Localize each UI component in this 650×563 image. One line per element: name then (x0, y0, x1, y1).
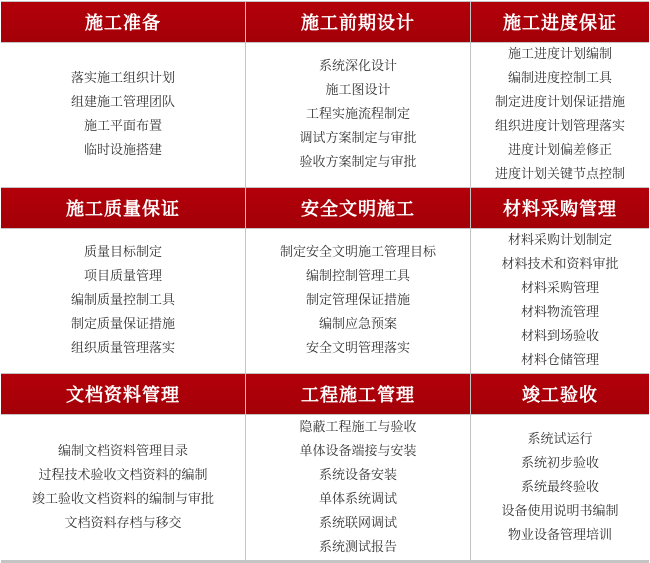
list-item: 施工图设计 (325, 83, 391, 98)
section-header-construction-prep: 施工准备 (1, 2, 245, 42)
section-header-schedule-assurance: 施工进度保证 (471, 2, 649, 42)
list-item: 系统深化设计 (318, 59, 397, 74)
list-item: 系统联网调试 (318, 515, 397, 531)
list-item: 临时设施搭建 (83, 143, 162, 158)
list-item: 物业设备管理培训 (507, 527, 612, 543)
list-item: 编制进度控制工具 (507, 71, 612, 86)
list-item: 系统试运行 (527, 431, 593, 447)
list-item: 编制控制管理工具 (305, 269, 410, 284)
list-item: 组织质量管理落实 (70, 341, 175, 356)
list-item: 材料到场验收 (520, 329, 599, 344)
list-item: 隐蔽工程施工与验收 (299, 419, 417, 435)
list-item: 进度计划偏差修正 (507, 143, 612, 158)
list-item: 验收方案制定与审批 (299, 155, 417, 170)
list-item: 项目质量管理 (83, 269, 162, 284)
list-item: 编制质量控制工具 (70, 293, 175, 308)
list-item: 竣工验收文档资料的编制与审批 (31, 491, 214, 507)
section-header-safety: 安全文明施工 (246, 188, 470, 228)
list-item: 组织进度计划管理落实 (494, 119, 625, 134)
section-header-construction-mgmt: 工程施工管理 (246, 374, 470, 414)
section-list-safety (246, 229, 470, 373)
list-item: 材料仓储管理 (520, 353, 599, 368)
section-list-early-design (246, 43, 470, 187)
list-item: 文档资料存档与移交 (64, 515, 182, 531)
section-list-schedule-assurance (471, 43, 649, 187)
section-list-construction-mgmt (246, 415, 470, 560)
list-item: 编制文档资料管理目录 (57, 443, 188, 459)
section-list-documentation (1, 415, 245, 560)
section-header-procurement: 材料采购管理 (471, 188, 649, 228)
section-header-documentation: 文档资料管理 (1, 374, 245, 414)
list-item: 材料采购管理 (520, 281, 599, 296)
list-item: 进度计划关键节点控制 (494, 167, 625, 182)
section-list-completion-acceptance (471, 415, 649, 560)
list-item: 施工进度计划编制 (507, 47, 612, 62)
list-item: 组建施工管理团队 (70, 95, 175, 110)
list-item: 工程实施流程制定 (305, 107, 410, 122)
list-item: 材料物流管理 (520, 305, 599, 320)
section-list-quality-assurance (1, 229, 245, 373)
list-item: 过程技术验收文档资料的编制 (38, 467, 208, 483)
list-item: 材料技术和资料审批 (501, 257, 619, 272)
process-grid (1, 1, 649, 563)
list-item: 材料采购计划制定 (507, 233, 612, 248)
list-item: 调试方案制定与审批 (299, 131, 417, 146)
list-item: 系统测试报告 (318, 539, 397, 555)
list-item: 系统最终验收 (520, 479, 599, 495)
section-list-procurement (471, 229, 649, 373)
list-item: 质量目标制定 (83, 245, 162, 260)
section-list-construction-prep (1, 43, 245, 187)
list-item: 制定安全文明施工管理目标 (279, 245, 436, 260)
list-item: 编制应急预案 (318, 317, 397, 332)
list-item: 单体系统调试 (318, 491, 397, 507)
list-item: 系统设备安装 (318, 467, 397, 483)
list-item: 系统初步验收 (520, 455, 599, 471)
list-item: 设备使用说明书编制 (501, 503, 619, 519)
list-item: 施工平面布置 (83, 119, 162, 134)
list-item: 制定质量保证措施 (70, 317, 175, 332)
section-header-quality-assurance: 施工质量保证 (1, 188, 245, 228)
section-header-early-design: 施工前期设计 (246, 2, 470, 42)
section-header-completion-acceptance: 竣工验收 (471, 374, 649, 414)
list-item: 制定进度计划保证措施 (494, 95, 625, 110)
list-item: 落实施工组织计划 (70, 71, 175, 86)
list-item: 单体设备端接与安装 (299, 443, 417, 459)
list-item: 制定管理保证措施 (305, 293, 410, 308)
list-item: 安全文明管理落实 (305, 341, 410, 356)
